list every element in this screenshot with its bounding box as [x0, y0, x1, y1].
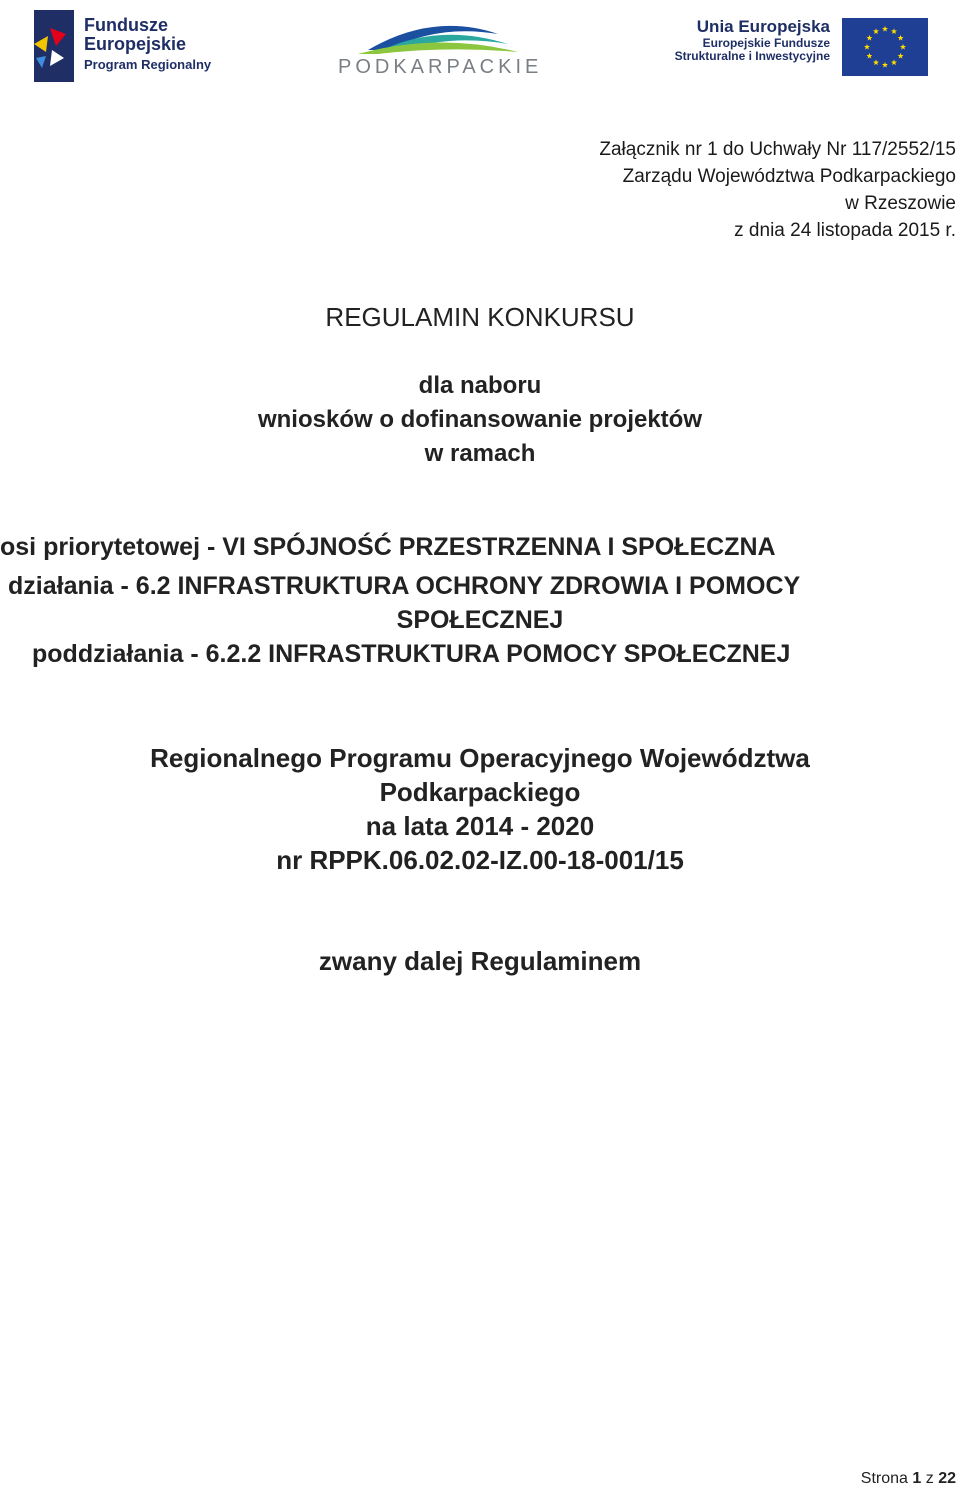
annex-line1: Załącznik nr 1 do Uchwały Nr 117/2552/15 [599, 139, 956, 160]
annex-line4: z dnia 24 listopada 2015 r. [734, 220, 956, 241]
footer-total: 22 [938, 1470, 956, 1487]
ue-line2: Europejskie Fundusze [702, 35, 830, 50]
priority-axis-block [0, 530, 960, 671]
podkarpackie-swoosh-icon [338, 16, 533, 56]
document-title: REGULAMIN KONKURSU [325, 302, 635, 332]
footer-page: 1 [912, 1470, 922, 1487]
ue-line1: Unia Europejska [696, 17, 830, 36]
fe-star-icon [26, 6, 82, 86]
subtitle-line1: dla naboru [418, 372, 542, 399]
fe-line1: Fundusze [84, 15, 168, 35]
logo-unia-europejska [660, 16, 930, 80]
axis-line4: poddziałania - 6.2.2 INFRASTRUKTURA POMOCY SPOŁECZNEJ [32, 640, 791, 668]
fe-line2: Europejskie [84, 33, 187, 54]
axis-line2: działania - 6.2 INFRASTRUKTURA OCHRONY ZDROWIA I POMOCY [8, 572, 801, 600]
subtitle-line3: w ramach [424, 440, 536, 467]
program-line3: na lata 2014 - 2020 [365, 811, 595, 841]
annex-line2: Zarządu Województwa Podkarpackiego [622, 166, 956, 187]
annex-header [436, 136, 956, 244]
ue-line3: Strukturalne i Inwestycyjne [674, 48, 830, 63]
annex-line3: w Rzeszowie [845, 193, 956, 214]
program-line1: Regionalnego Programu Operacyjnego Województwa [150, 743, 810, 773]
program-line2: Podkarpackiego [379, 777, 581, 807]
named-as-text: zwany dalej Regulaminem [318, 946, 642, 976]
footer-prefix: Strona [860, 1470, 908, 1487]
document-subtitle [0, 369, 960, 471]
axis-line3: SPOŁECZNEJ [396, 606, 564, 634]
fe-line3: Program Regionalny [84, 56, 212, 72]
logo-fundusze-europejskie [26, 6, 226, 86]
podkarpackie-text: PODKARPACKIE [338, 56, 543, 78]
program-block [0, 741, 960, 877]
subtitle-line2: wniosków o dofinansowanie projektów [257, 406, 703, 433]
axis-line1: osi priorytetowej - VI SPÓJNOŚĆ PRZESTRZENNA I SPOŁECZNA [0, 533, 776, 561]
footer-sep: z [925, 1470, 934, 1487]
page-footer [861, 1470, 956, 1488]
eu-flag-icon [842, 18, 928, 76]
logo-podkarpackie [338, 16, 543, 84]
program-line4: nr RPPK.06.02.02-IZ.00-18-001/15 [276, 845, 684, 875]
